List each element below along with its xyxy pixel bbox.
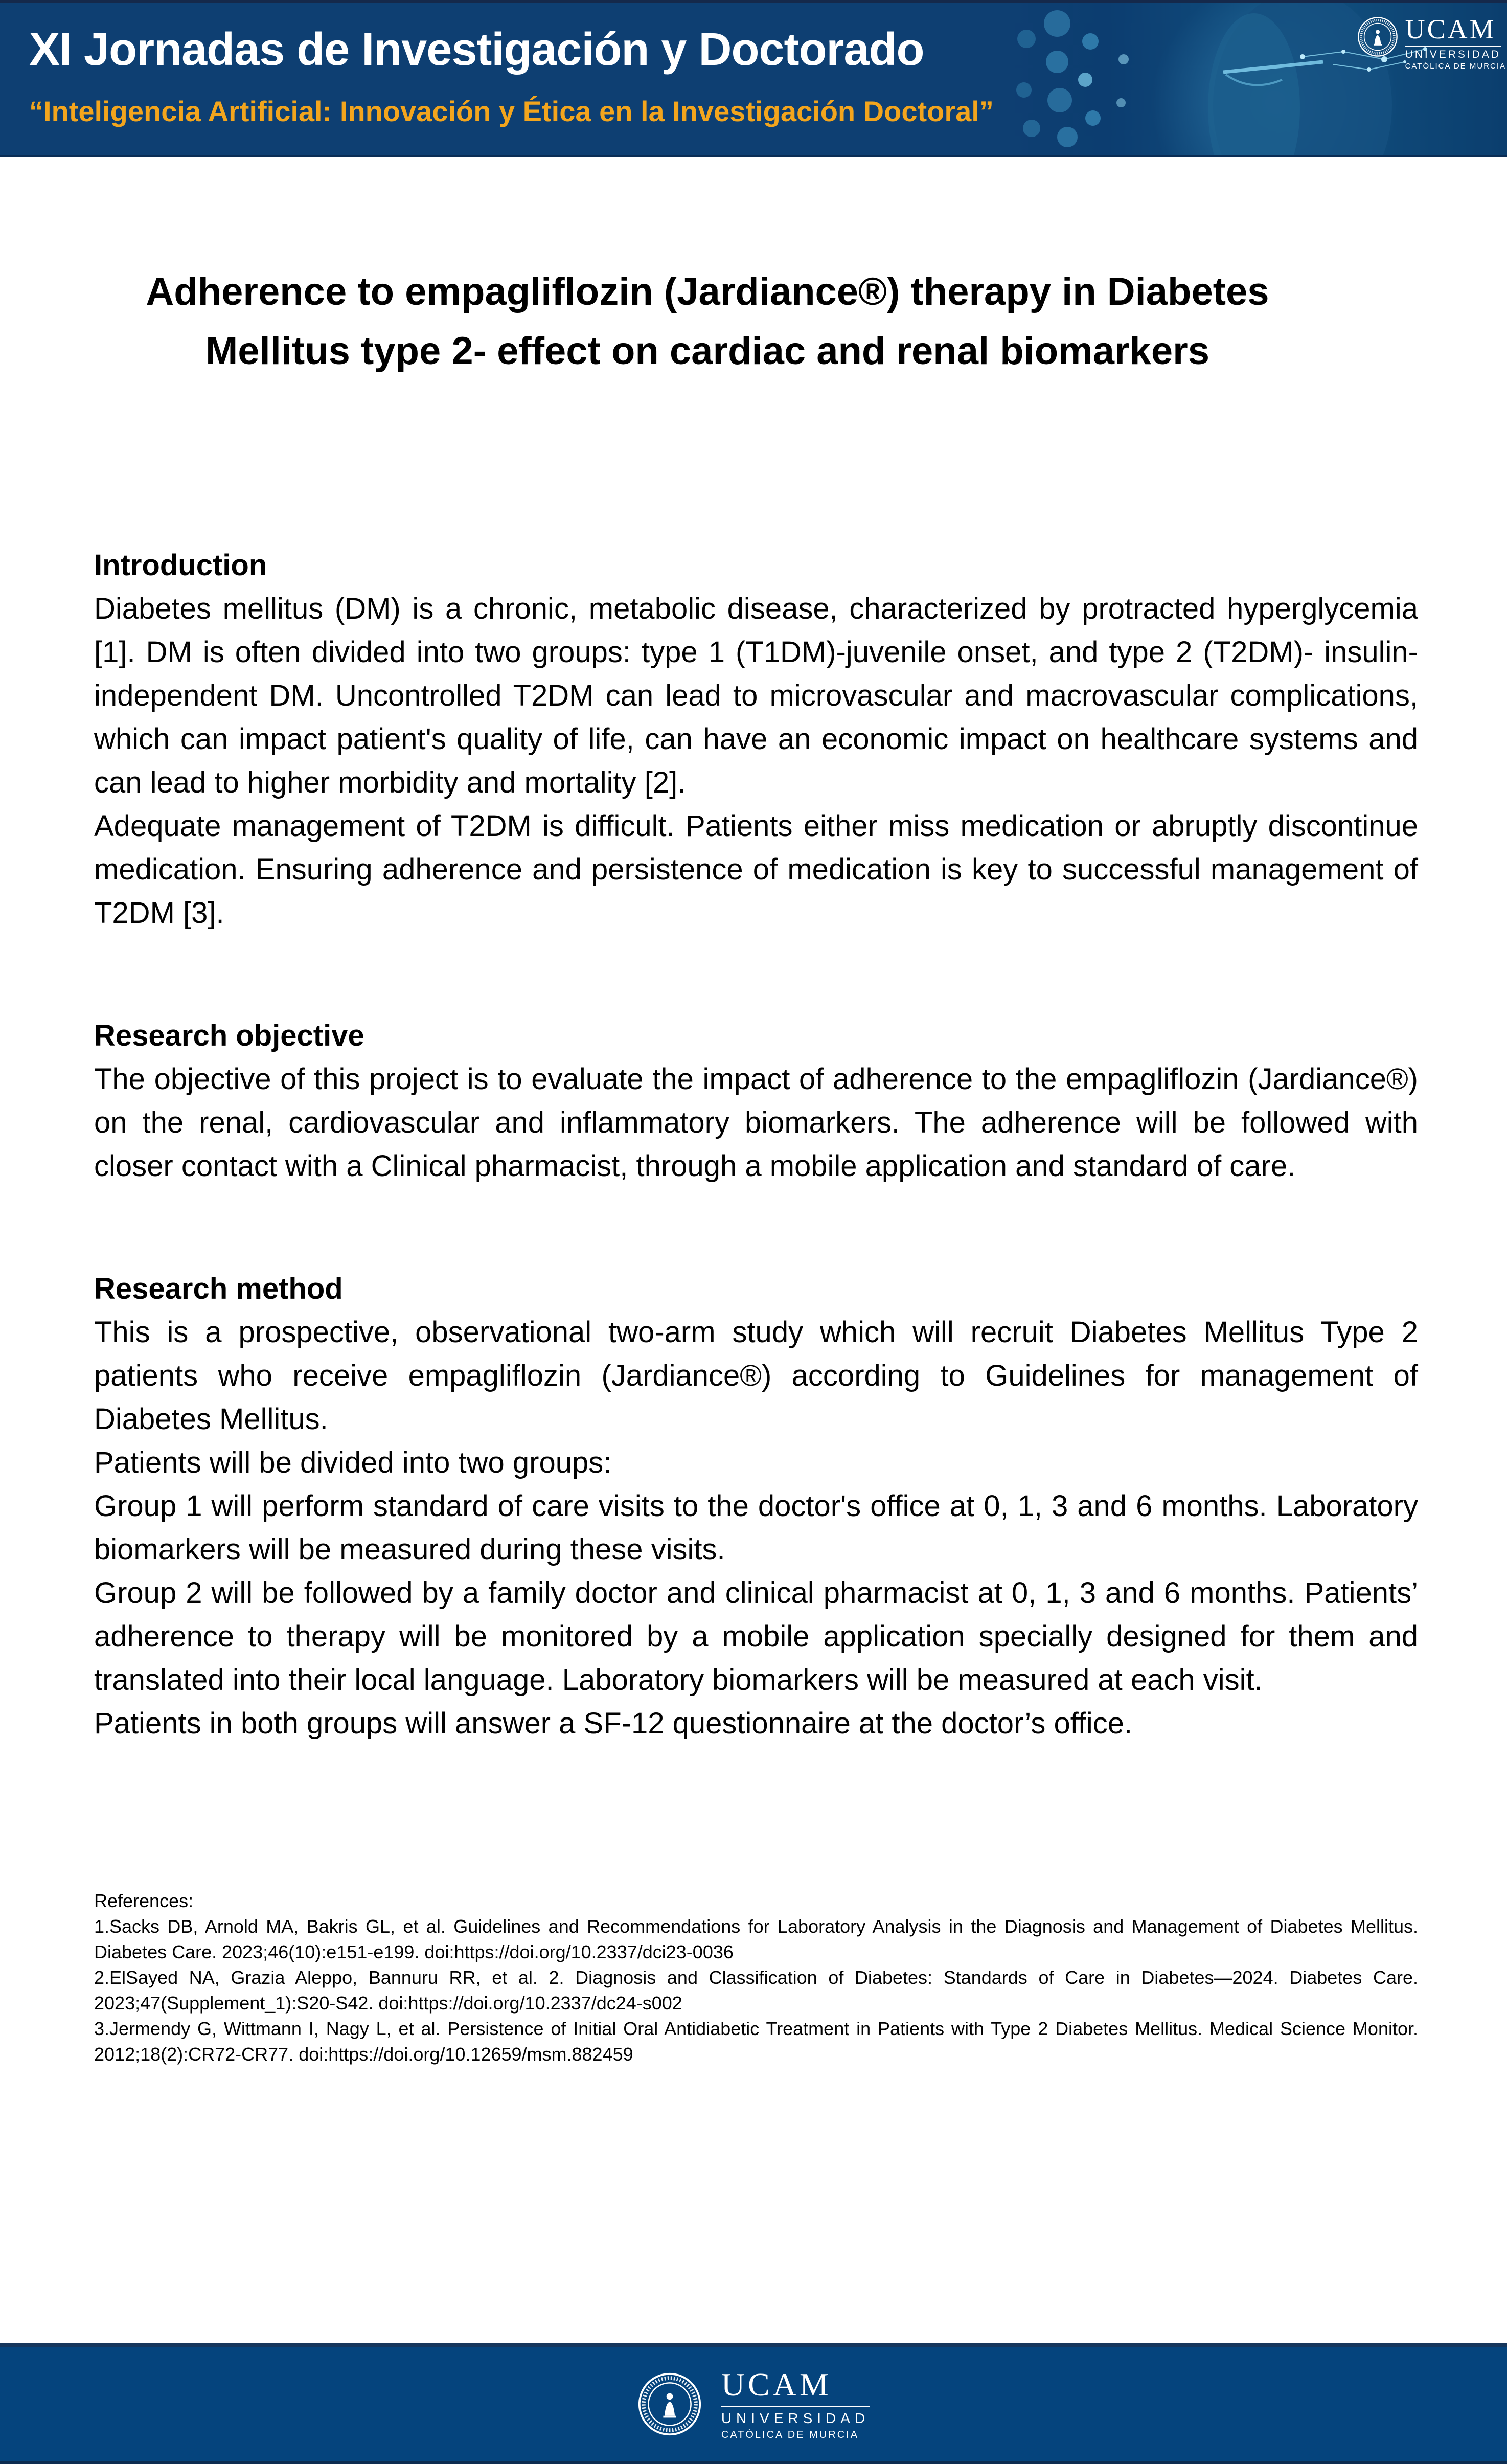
introduction-paragraph: Diabetes mellitus (DM) is a chronic, metabolic disease, characterized by protracted hyperglycemia [1]. DM is often divided into two groups: type 1 (T1DM)-juvenile onset, and type 2 (T2DM)- insulin-independent DM. Uncontrolled T2DM can lead to microvascular and macrovascular complications, which can impact patient's quality of life, can have an economic impact on healthcare systems and can lead to higher morbidity and mortality [2].	[94, 592, 1418, 799]
ucam-wordmark: UCAM	[721, 2366, 832, 2403]
ucam-wordmark: UCAM	[1405, 14, 1496, 44]
research-method-paragraph: This is a prospective, observational two-arm study which will recruit Diabetes Mellitus Type 2 patients who receive empagliflozin (Jardiance®) according to Guidelines for management of Diabetes Mellitus.	[94, 1316, 1418, 1436]
event-banner	[0, 0, 1507, 157]
ucam-catolica-label: CATÓLICA DE MURCIA	[721, 2429, 859, 2440]
references-section	[94, 1888, 1418, 2067]
ucam-catolica-label: CATÓLICA DE MURCIA	[1405, 62, 1506, 71]
introduction-paragraph: Adequate management of T2DM is difficult. Patients either miss medication or abruptly discontinue medication. Ensuring adherence and persistence of medication is key to successful management of T2DM [3].	[94, 809, 1418, 930]
poster-title: Adherence to empagliflozin (Jardiance®) therapy in Diabetes Mellitus type 2- effect on cardiac and renal biomarkers	[146, 270, 1269, 373]
event-title: XI Jornadas de Investigación y Doctorado	[29, 24, 924, 75]
research-objective-paragraph: The objective of this project is to evaluate the impact of adherence to the empagliflozin (Jardiance®) on the renal, cardiovascular and inflammatory biomarkers. The adherence will be followed with closer contact with a Clinical pharmacist, through a mobile application and standard of care.	[94, 1063, 1418, 1183]
ucam-universidad-label: UNIVERSIDAD	[721, 2406, 870, 2426]
reference-item: 3.Jermendy G, Wittmann I, Nagy L, et al. Persistence of Initial Oral Antidiabetic Treatment in Patients with Type 2 Diabetes Mellitus. Medical Science Monitor. 2012;18(2):CR72-CR77. doi:https://doi.org/10.12659/msm.882459	[94, 2018, 1418, 2065]
research-method-paragraph: Patients in both groups will answer a SF-12 questionnaire at the doctor’s office.	[94, 1707, 1133, 1740]
section-heading-research-objective: Research objective	[94, 1019, 364, 1052]
poster-body	[0, 262, 1507, 2067]
research-method-paragraph: Patients will be divided into two groups:	[94, 1446, 612, 1479]
ucam-logo-text-footer	[721, 2368, 870, 2440]
reference-item: 1.Sacks DB, Arnold MA, Bakris GL, et al. Guidelines and Recommendations for Laboratory Analysis in the Diagnosis and Management of Diabetes Mellitus. Diabetes Care. 2023;46(10):e151-e199. doi:https://doi.org/10.2337/dci23-0036	[94, 1916, 1418, 1962]
ucam-logo-text	[1405, 15, 1506, 70]
ucam-universidad-label: UNIVERSIDAD	[1405, 46, 1501, 60]
ucam-seal-icon	[1357, 16, 1398, 57]
ucam-seal-icon	[637, 2372, 702, 2436]
research-method-paragraph: Group 1 will perform standard of care visits to the doctor's office at 0, 1, 3 and 6 months. Laboratory biomarkers will be measured during these visits.	[94, 1489, 1418, 1566]
references-heading: References:	[94, 1890, 194, 1911]
ucam-logo-header	[1357, 15, 1506, 70]
research-method-paragraph: Group 2 will be followed by a family doctor and clinical pharmacist at 0, 1, 3 and 6 months. Patients’ adherence to therapy will be monitored by a mobile application specially designed for them and translated into their local language. Laboratory biomarkers will be measured at each visit.	[94, 1576, 1418, 1697]
reference-item: 2.ElSayed NA, Grazia Aleppo, Bannuru RR, et al. 2. Diagnosis and Classification of Diabetes: Standards of Care in Diabetes—2024. Diabetes Care. 2023;47(Supplement_1):S20-S42. doi:https://doi.org/10.2337/dc24-s002	[94, 1967, 1418, 2014]
section-heading-introduction: Introduction	[94, 549, 267, 582]
event-subtitle: “Inteligencia Artificial: Innovación y Ética en la Investigación Doctoral”	[29, 95, 994, 127]
footer-banner	[0, 2343, 1507, 2464]
section-heading-research-method: Research method	[94, 1272, 343, 1305]
